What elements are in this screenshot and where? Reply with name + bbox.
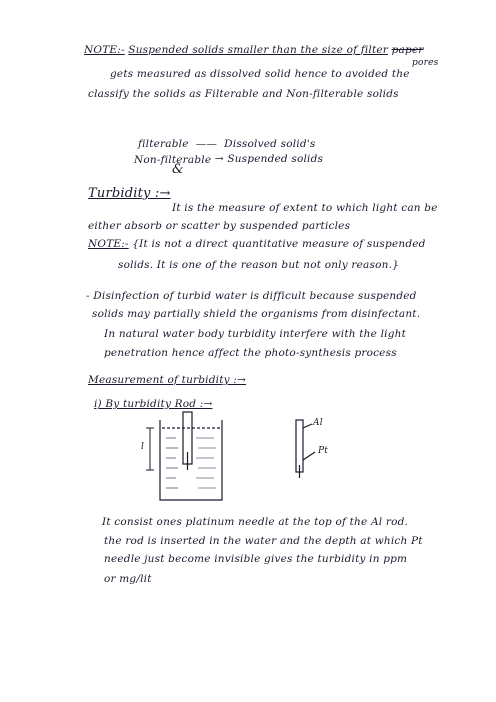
non-filterable-label: Non-filterable	[134, 154, 212, 166]
rod-desc-1: It consist ones platinum needle at the top of the Al rod.	[102, 516, 409, 528]
depth-label: l	[141, 442, 145, 452]
dissolved-solids-label: Dissolved solid's	[224, 138, 316, 150]
turbidity-def-1: It is the measure of extent to which light can be	[172, 202, 438, 214]
turbidity-note-label: NOTE:-	[88, 238, 129, 250]
note-label	[84, 44, 424, 56]
disinfection-line-1: - Disinfection of turbid water is difficult because suspended	[86, 290, 417, 302]
note-label-text: NOTE:-	[84, 44, 125, 56]
depth-marker	[146, 428, 154, 470]
mapping-row-2	[134, 153, 323, 165]
turbidity-note-2: solids. It is one of the reason but not only reason.}	[118, 259, 399, 271]
disinfection-line-2: solids may partially shield the organisms from disinfectant.	[92, 308, 421, 320]
turbidity-note-1	[88, 238, 426, 250]
turbidity-note-text-1: {It is not a direct quantitative measure of suspended	[132, 238, 426, 250]
note-line-1: Suspended solids smaller than the size of filter	[128, 44, 389, 56]
rod-in-beaker	[183, 412, 192, 470]
rod-desc-4: or mg/lit	[104, 573, 152, 585]
beaker-shape	[160, 420, 222, 500]
suspended-solids-label: Suspended solids	[227, 153, 324, 165]
turbidity-heading: Turbidity :→	[88, 186, 171, 201]
note-line-3: classify the solids as Filterable and Non-filterable solids	[88, 88, 399, 100]
rod-desc-2: the rod is inserted in the water and the depth at which Pt	[104, 535, 423, 547]
mapping-dash: ——	[195, 138, 218, 150]
turbidity-def-2: either absorb or scatter by suspended particles	[88, 220, 351, 232]
mapping-row-1	[138, 138, 315, 150]
note-line-2: gets measured as dissolved solid hence to avoided the	[110, 68, 410, 80]
rod-detail	[296, 420, 315, 478]
turbidity-rod-heading: i) By turbidity Rod :→	[94, 398, 213, 410]
note-line-1-struck: paper	[391, 44, 424, 56]
mapping-arrow: →	[214, 153, 224, 165]
pt-label: Pt	[318, 446, 329, 456]
ampersand: &	[172, 162, 184, 177]
disinfection-line-4: penetration hence affect the photo-synthesis process	[104, 347, 397, 359]
measurement-heading: Measurement of turbidity :→	[88, 374, 247, 386]
filterable-label: filterable	[138, 138, 189, 150]
rod-desc-3: needle just become invisible gives the turbidity in ppm	[104, 553, 408, 565]
note-line-1-insert: pores	[412, 58, 439, 68]
al-label: Al	[313, 418, 323, 428]
disinfection-line-3: In natural water body turbidity interfere with the light	[104, 328, 407, 340]
